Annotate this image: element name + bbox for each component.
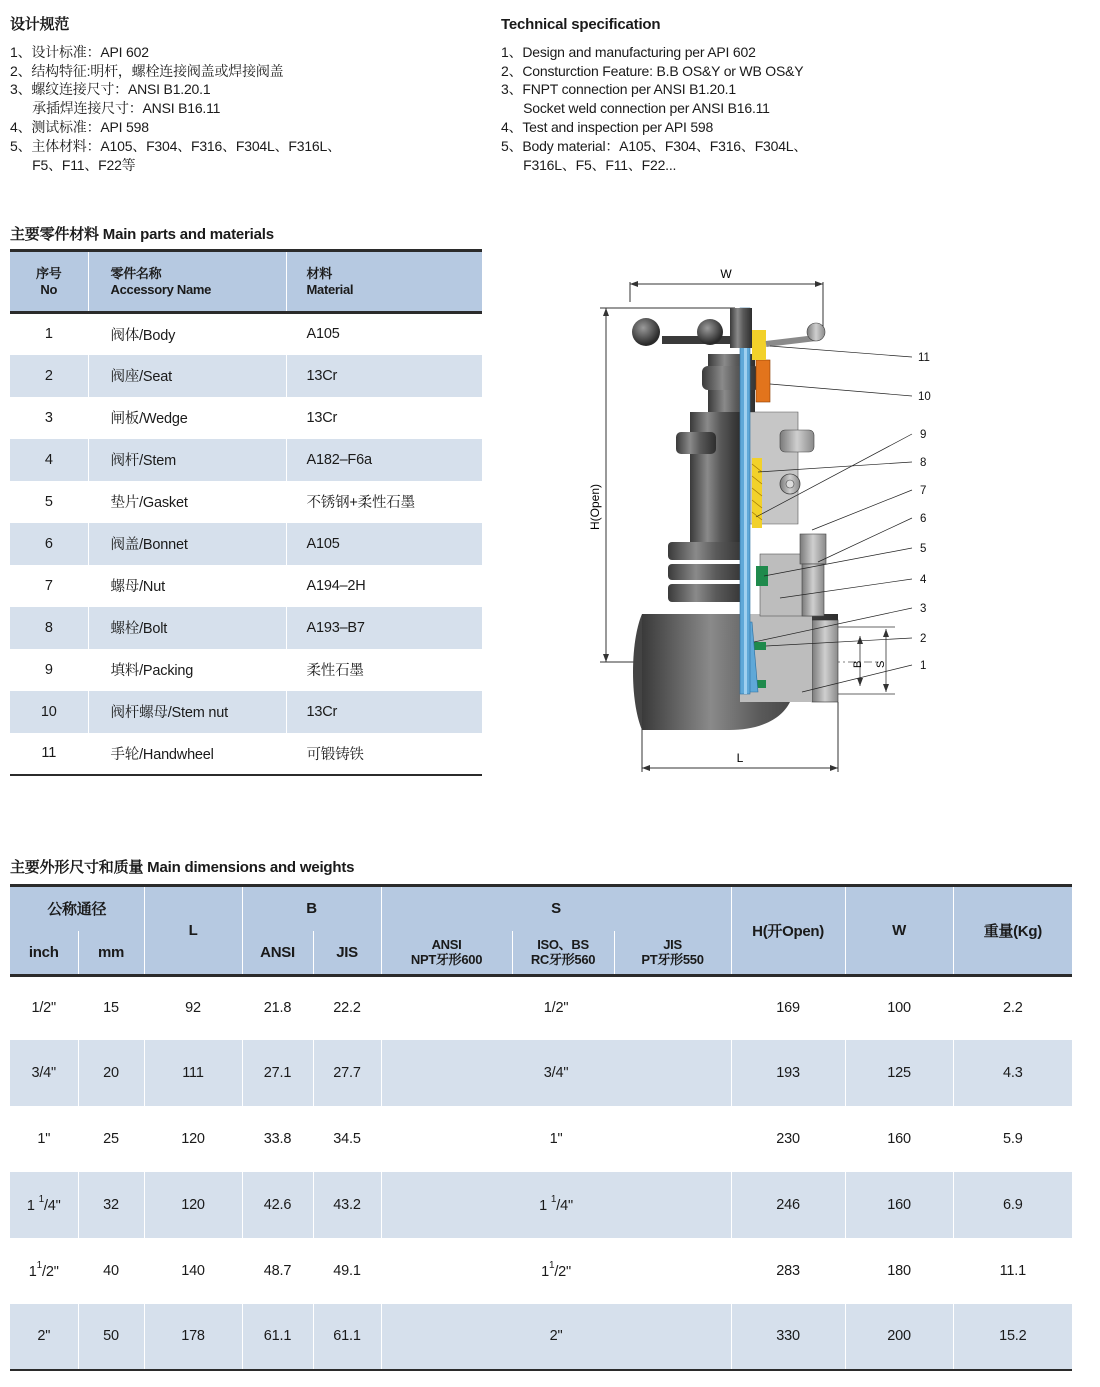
cell-inch: 1/2" [31, 1000, 56, 1017]
header-no [10, 251, 88, 313]
cell-weight: 6.9 [953, 1172, 1072, 1238]
cell-b-ansi: 42.6 [242, 1172, 313, 1238]
part-material: 不锈钢+柔性石墨 [286, 481, 482, 523]
spec-cn-title: 设计规范 [10, 16, 70, 33]
part-name: 阀盖/Bonnet [88, 523, 286, 565]
parts-row [10, 733, 482, 775]
cell-s: 1" [381, 1106, 731, 1172]
part-name: 阀座/Seat [88, 355, 286, 397]
spec-en-item: 4、Test and inspection per API 598 [501, 118, 714, 135]
parts-section-title: 主要零件材料 Main parts and materials [10, 226, 274, 243]
cell-b-jis: 49.1 [313, 1238, 381, 1304]
part-material: 柔性石墨 [286, 649, 482, 691]
spec-cn-item: 1、设计标准：API 602 [10, 43, 149, 60]
callout-8: 8 [920, 457, 927, 469]
cell-h: 283 [731, 1238, 845, 1304]
part-material: A194–2H [286, 565, 482, 607]
spec-en-item: 2、Consturction Feature: B.B OS&Y or WB OS&Y [501, 62, 804, 79]
dims-row [10, 1106, 1072, 1172]
callout-4: 4 [920, 574, 927, 586]
inch-whole: 1 [28, 1263, 37, 1280]
cell-h: 330 [731, 1304, 845, 1370]
part-name: 填料/Packing [88, 649, 286, 691]
part-no: 5 [44, 493, 53, 510]
header-b-ansi: ANSI [242, 931, 313, 976]
cell-weight: 11.1 [953, 1238, 1072, 1304]
cell-h: 169 [731, 976, 845, 1040]
header-no-cn: 序号 [36, 265, 62, 281]
part-material: A193–B7 [286, 607, 482, 649]
s-denominator: /2" [554, 1263, 571, 1280]
callout-11: 11 [918, 352, 930, 364]
header-h: H(开Open) [731, 886, 845, 976]
cell-b-jis: 34.5 [313, 1106, 381, 1172]
inch-denominator: /4" [43, 1197, 61, 1214]
parts-row [10, 523, 482, 565]
parts-row [10, 607, 482, 649]
cell-w: 200 [845, 1304, 953, 1370]
spec-cn-item: 2、结构特征:明杆，螺栓连接阀盖或焊接阀盖 [10, 62, 284, 79]
part-name: 螺栓/Bolt [88, 607, 286, 649]
cell-l: 140 [144, 1238, 242, 1304]
part-no: 8 [44, 619, 53, 636]
cell-inch [10, 1238, 78, 1304]
cell-weight: 4.3 [953, 1040, 1072, 1106]
spec-cn-item: 3、螺纹连接尺寸：ANSI B1.20.1 [10, 81, 211, 98]
s-denominator: /4" [556, 1197, 573, 1214]
dimension-s-label: S [875, 660, 887, 668]
header-s-jis-line2: PT牙形550 [641, 952, 704, 968]
dimension-l-label: L [736, 751, 744, 765]
cell-weight: 2.2 [953, 976, 1072, 1040]
cell-mm: 15 [78, 976, 144, 1040]
parts-header-row [10, 251, 482, 313]
parts-row [10, 439, 482, 481]
s-numerator: 1 [548, 1259, 555, 1271]
header-s-iso-line1: ISO、BS [537, 937, 589, 953]
spec-cn-block [10, 16, 480, 174]
header-inch: inch [10, 931, 78, 976]
header-b: B [242, 886, 381, 931]
cell-s: 3/4" [381, 1040, 731, 1106]
dimensions-table [10, 884, 1072, 1371]
part-no: 9 [44, 661, 53, 678]
cell-weight: 15.2 [953, 1304, 1072, 1370]
cell-w: 180 [845, 1238, 953, 1304]
header-weight: 重量(Kg) [953, 886, 1072, 976]
header-mm: mm [78, 931, 144, 976]
part-name: 手轮/Handwheel [88, 733, 286, 775]
inch-numerator: 1 [38, 1193, 44, 1205]
s-whole: 1 [541, 1263, 549, 1280]
spec-en-item: 3、FNPT connection per ANSI B1.20.1 [501, 81, 736, 98]
header-material-cn: 材料 [306, 265, 332, 281]
part-no: 11 [41, 745, 57, 761]
cell-mm: 50 [78, 1304, 144, 1370]
spec-en-item: F316L、F5、F11、F22... [501, 156, 677, 173]
cell-b-ansi: 61.1 [242, 1304, 313, 1370]
callout-9: 9 [920, 429, 927, 441]
cell-b-jis: 22.2 [313, 976, 381, 1040]
part-no: 6 [44, 535, 53, 552]
inch-denominator: /2" [42, 1263, 59, 1280]
header-nominal: 公称通径 [10, 886, 144, 931]
cell-s: 1/2" [381, 976, 731, 1040]
dims-header-row-1 [10, 886, 1072, 931]
parts-table [10, 249, 482, 776]
part-material: 可锻铸铁 [286, 733, 482, 775]
callout-1: 1 [920, 660, 927, 672]
part-no: 7 [44, 577, 53, 594]
spec-cn-item: 承插焊连接尺寸：ANSI B16.11 [10, 100, 221, 117]
cell-inch: 2" [37, 1328, 51, 1344]
part-name: 垫片/Gasket [88, 481, 286, 523]
cell-s [381, 1172, 731, 1238]
part-material: 13Cr [286, 397, 482, 439]
s-numerator: 1 [550, 1193, 557, 1205]
inch-whole: 1 [26, 1197, 39, 1214]
spec-en-item: 5、Body material：A105、F304、F316、F304L、 [501, 137, 808, 154]
cell-w: 125 [845, 1040, 953, 1106]
callout-3: 3 [920, 603, 927, 615]
cell-l: 120 [144, 1106, 242, 1172]
spec-en-block [501, 16, 941, 174]
parts-row [10, 355, 482, 397]
header-name [88, 251, 286, 313]
header-w: W [845, 886, 953, 976]
cell-l: 178 [144, 1304, 242, 1370]
parts-row [10, 649, 482, 691]
header-name-cn: 零件名称 [110, 265, 162, 281]
header-s: S [381, 886, 731, 931]
dims-row [10, 976, 1072, 1040]
header-s-jis [614, 931, 731, 976]
cell-mm: 32 [78, 1172, 144, 1238]
dimension-b-label: B [852, 660, 864, 668]
dimension-h-label: H(Open) [588, 483, 602, 530]
part-no: 2 [44, 367, 53, 384]
part-no: 1 [44, 326, 53, 343]
cell-w: 160 [845, 1106, 953, 1172]
part-material: 13Cr [286, 355, 482, 397]
cell-h: 230 [731, 1106, 845, 1172]
header-material [286, 251, 482, 313]
cell-l: 92 [144, 976, 242, 1040]
callout-6: 6 [920, 513, 927, 525]
parts-row [10, 313, 482, 355]
dims-section-title: 主要外形尺寸和质量 Main dimensions and weights [10, 859, 355, 876]
header-l: L [144, 886, 242, 976]
cell-mm: 40 [78, 1238, 144, 1304]
valve-cross-section-diagram [580, 262, 940, 782]
part-name: 阀体/Body [88, 313, 286, 355]
dims-row [10, 1040, 1072, 1106]
cell-mm: 25 [78, 1106, 144, 1172]
header-b-jis: JIS [313, 931, 381, 976]
header-s-ansi-line2: NPT牙形600 [410, 952, 483, 968]
cell-b-ansi: 33.8 [242, 1106, 313, 1172]
callout-5: 5 [920, 543, 927, 555]
header-no-en: No [40, 281, 58, 297]
cell-h: 193 [731, 1040, 845, 1106]
header-s-iso [512, 931, 614, 976]
cell-b-jis: 27.7 [313, 1040, 381, 1106]
cell-s: 2" [381, 1304, 731, 1370]
part-name: 阀杆螺母/Stem nut [88, 691, 286, 733]
cell-l: 111 [144, 1040, 242, 1106]
spec-en-item: Socket weld connection per ANSI B16.11 [501, 100, 770, 117]
inch-numerator: 1 [36, 1259, 43, 1271]
parts-row [10, 481, 482, 523]
part-no: 3 [44, 409, 53, 426]
parts-row [10, 691, 482, 733]
s-whole: 1 [539, 1197, 551, 1214]
header-s-ansi-line1: ANSI [431, 937, 462, 953]
parts-row [10, 397, 482, 439]
cell-weight: 5.9 [953, 1106, 1072, 1172]
spec-cn-item: 4、测试标准：API 598 [10, 118, 149, 135]
parts-row [10, 565, 482, 607]
spec-en-title: Technical specification [501, 16, 661, 33]
header-name-en: Accessory Name [110, 281, 212, 297]
cell-mm: 20 [78, 1040, 144, 1106]
part-material: 13Cr [286, 691, 482, 733]
cell-w: 160 [845, 1172, 953, 1238]
dims-row [10, 1238, 1072, 1304]
dimension-w-label: W [720, 267, 732, 281]
part-no: 10 [40, 703, 57, 720]
cell-inch: 3/4" [31, 1064, 56, 1081]
cell-h: 246 [731, 1172, 845, 1238]
callout-10: 10 [918, 391, 931, 403]
header-s-ansi [381, 931, 512, 976]
cell-b-ansi: 21.8 [242, 976, 313, 1040]
part-name: 阀杆/Stem [88, 439, 286, 481]
cell-b-jis: 43.2 [313, 1172, 381, 1238]
dims-row [10, 1304, 1072, 1370]
spec-en-item: 1、Design and manufacturing per API 602 [501, 43, 756, 60]
spec-cn-item: F5、F11、F22等 [10, 156, 136, 173]
part-name: 螺母/Nut [88, 565, 286, 607]
part-material: A182–F6a [286, 439, 482, 481]
cell-l: 120 [144, 1172, 242, 1238]
callout-7: 7 [920, 485, 927, 497]
cell-b-ansi: 48.7 [242, 1238, 313, 1304]
cell-w: 100 [845, 976, 953, 1040]
part-material: A105 [286, 523, 482, 565]
header-material-en: Material [306, 281, 354, 297]
spec-cn-item: 5、主体材料：A105、F304、F316、F304L、F316L、 [10, 137, 341, 154]
header-s-iso-line2: RC牙形560 [530, 952, 596, 968]
dims-row [10, 1172, 1072, 1238]
cell-b-ansi: 27.1 [242, 1040, 313, 1106]
part-name: 闸板/Wedge [88, 397, 286, 439]
cell-s [381, 1238, 731, 1304]
header-s-jis-line1: JIS [663, 937, 682, 953]
cell-inch [10, 1172, 78, 1238]
part-material: A105 [286, 313, 482, 355]
cell-b-jis: 61.1 [313, 1304, 381, 1370]
cell-inch: 1" [37, 1130, 51, 1147]
callout-2: 2 [920, 633, 927, 645]
part-no: 4 [44, 451, 53, 468]
